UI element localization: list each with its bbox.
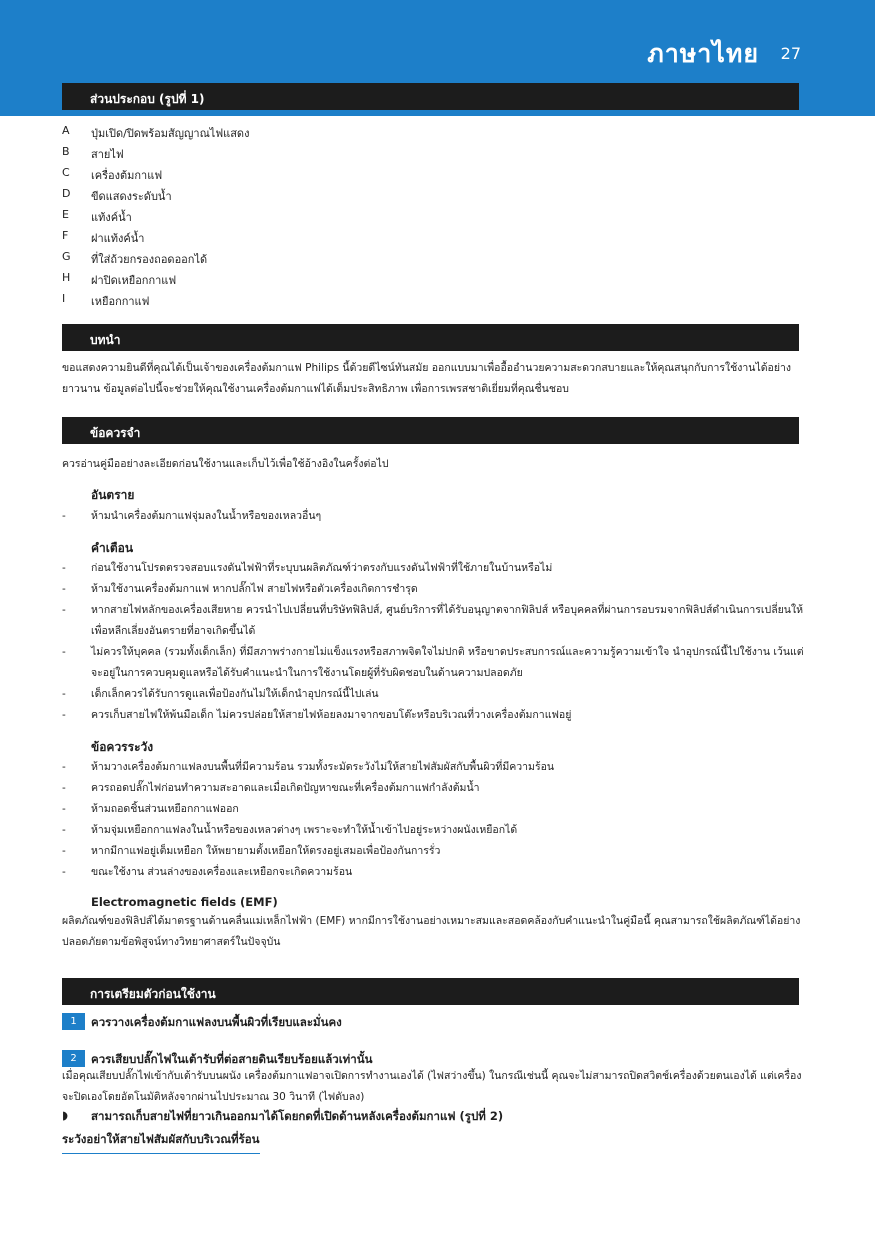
step-number: 1: [62, 1013, 85, 1030]
bullet-dash: -: [62, 583, 66, 595]
item-label: ฝาแท้งค์น้ำ: [91, 232, 145, 245]
important-heading: ข้อควรจำ: [62, 417, 799, 444]
bullet-dash: -: [62, 709, 66, 721]
list-item: [62, 778, 804, 799]
list-item: [62, 705, 804, 726]
bullet-dash: -: [62, 866, 66, 878]
language-title: ภาษาไทย: [647, 39, 759, 68]
list-item: [62, 600, 804, 642]
bullet-dash: -: [62, 688, 66, 700]
bullet-dash: -: [62, 562, 66, 574]
item-letter: H: [62, 271, 71, 284]
bullet-dash: -: [62, 782, 66, 794]
important-text: ควรอ่านคู่มืออย่างละเอียดก่อนใช้งานและเก็บไว้เพื่อใช้อ้างอิงในครั้งต่อไป: [62, 458, 389, 470]
intro-heading: บทนำ: [62, 324, 799, 351]
warning-heading: คำเตือน: [91, 541, 134, 555]
bullet-dash: -: [62, 845, 66, 857]
warning-item: หากสายไฟหลักของเครื่องเสียหาย ควรนำไปเปลี่ยนที่บริษัทฟิลิปส์, ศูนย์บริการที่ได้รับอนุญาตจากฟิลิปส์ หรือบุคคลที่ผ่านการอบรมจากฟิลิปส์ดำเนินการเปลี่ยนให้ เพื่อหลีกเลี่ยงอันตรายที่อาจเกิดขึ้นได้: [91, 604, 804, 637]
components-heading: ส่วนประกอบ (รูปที่ 1): [62, 83, 799, 110]
warning-item: ควรเก็บสายไฟให้พ้นมือเด็ก ไม่ควรปล่อยให้สายไฟห้อยลงมาจากขอบโต๊ะหรือบริเวณที่วางเครื่องต้มกาแฟอยู่: [91, 709, 572, 721]
list-item: [62, 820, 804, 841]
item-label: ปุ่มเปิด/ปิดพร้อมสัญญาณไฟแสดง: [91, 127, 250, 140]
warning-item: ไม่ควรให้บุคคล (รวมทั้งเด็กเล็ก) ที่มีสภาพร่างกายไม่แข็งแรงหรือสภาพจิตใจไม่ปกติ หรือขาดประสบการณ์และความรู้ความเข้าใจ นำอุปกรณ์นี้ไปใช้งาน เว้นแต่จะอยู่ในการควบคุมดูแลหรือได้รับคำแนะนำในการใช้งานโดยผู้ที่รับผิดชอบในด้านความปลอดภัย: [91, 646, 804, 679]
bullet-dash: -: [62, 803, 66, 815]
bullet-dash: -: [62, 761, 66, 773]
warning-item: ห้ามใช้งานเครื่องต้มกาแฟ หากปลั๊กไฟ สายไฟหรือตัวเครื่องเกิดการชำรุด: [91, 583, 418, 595]
caution-item: หากมีกาแฟอยู่เต็มเหยือก ให้พยายามตั้งเหยือกให้ตรงอยู่เสมอเพื่อป้องกันการรั่ว: [91, 845, 441, 857]
list-item: [62, 841, 804, 862]
caution-heading: ข้อควรระวัง: [91, 740, 154, 754]
step-2-body: เมื่อคุณเสียบปลั๊กไฟเข้ากับเต้ารับบนผนัง เครื่องต้มกาแฟอาจเปิดการทำงานเองได้ (ไฟสว่างขึ้น) ในกรณีเช่นนี้ คุณจะไม่สามารถปิดสวิตช์เครื่องด้วยตนเองได้ แต่เครื่องจะปิดเองโดยอัตโนมัติหลังจากผ่านไปประมาณ 30 วินาที (ไฟดับลง): [62, 1070, 802, 1103]
list-item: [62, 684, 804, 705]
item-label: ฝาปิดเหยือกกาแฟ: [91, 274, 177, 287]
list-item: [62, 558, 804, 579]
item-letter: I: [62, 292, 66, 305]
bullet-dash: -: [62, 646, 66, 658]
caution-item: ห้ามจุ่มเหยือกกาแฟลงในน้ำหรือของเหลวต่างๆ เพราะจะทำให้น้ำเข้าไปอยู่ระหว่างผนังเหยือกได้: [91, 824, 518, 836]
item-letter: C: [62, 166, 70, 179]
emf-text: ผลิตภัณฑ์ของฟิลิปส์ได้มาตรฐานด้านคลื่นแม่เหล็กไฟฟ้า (EMF) หากมีการใช้งานอย่างเหมาะสมและสอดคล้องกับคำแนะนำในคู่มือนี้ คุณสามารถใช้ผลิตภัณฑ์ได้อย่างปลอดภัยตามข้อพิสูจน์ทางวิทยาศาสตร์ในปัจจุบัน: [62, 915, 801, 948]
list-item: [62, 799, 804, 820]
intro-text: ขอแสดงความยินดีที่คุณได้เป็นเจ้าของเครื่องต้มกาแฟ Philips นี้ด้วยดีไซน์ทันสมัย ออกแบบมาเพื่ออื้ออำนวยความสะดวกสบายและให้คุณสนุกกับการใช้งานได้อย่างยาวนาน ข้อมูลต่อไปนี้จะช่วยให้คุณใช้งานเครื่องต้มกาแฟได้เต็มประสิทธิภาพ เพื่อการเพรสชาติเยี่ยมที่คุณชื่นชอบ: [62, 362, 792, 395]
step-number: 2: [62, 1050, 85, 1067]
item-label: สายไฟ: [91, 148, 124, 161]
caution-item: ควรถอดปลั๊กไฟก่อนทำความสะอาดและเมื่อเกิดปัญหาขณะที่เครื่องต้มกาแฟกำลังต้มน้ำ: [91, 782, 480, 794]
item-letter: B: [62, 145, 70, 158]
arrow-bullet-icon: ◗: [62, 1108, 69, 1122]
caution-item: ห้ามวางเครื่องต้มกาแฟลงบนพื้นที่มีความร้อน รวมทั้งระมัดระวังไม่ให้สายไฟสัมผัสกับพื้นผิวที่มีความร้อน: [91, 761, 555, 773]
item-label: เครื่องต้มกาแฟ: [91, 169, 163, 182]
danger-item: ห้ามนำเครื่องต้มกาแฟจุ่มลงในน้ำหรือของเหลวอื่นๆ: [91, 510, 322, 522]
page-number: 27: [780, 44, 801, 63]
danger-heading: อันตราย: [91, 488, 135, 502]
item-label: ที่ใส่ถ้วยกรองถอดออกได้: [91, 253, 208, 266]
bullet-dash: -: [62, 824, 66, 836]
warning-item: ก่อนใช้งานโปรดตรวจสอบแรงดันไฟฟ้าที่ระบุบนผลิตภัณฑ์ว่าตรงกับแรงดันไฟฟ้าที่ใช้ภายในบ้านหรือไม่: [91, 562, 553, 574]
caution-item: ห้ามถอดชิ้นส่วนเหยือกกาแฟออก: [91, 803, 239, 815]
caution-subheading: ระวังอย่าให้สายไฟสัมผัสกับบริเวณที่ร้อน: [62, 1131, 260, 1154]
bullet-dash: -: [62, 510, 66, 522]
before-use-heading: การเตรียมตัวก่อนใช้งาน: [62, 978, 799, 1005]
item-letter: A: [62, 124, 70, 137]
list-item: [62, 862, 804, 883]
bullet-dash: -: [62, 604, 66, 616]
list-item: [62, 642, 804, 684]
item-letter: F: [62, 229, 69, 242]
item-label: ขีดแสดงระดับน้ำ: [91, 190, 172, 203]
step-text: ควรวางเครื่องต้มกาแฟลงบนพื้นผิวที่เรียบและมั่นคง: [91, 1015, 342, 1029]
step-text: ควรเสียบปลั๊กไฟในเต้ารับที่ต่อสายดินเรียบร้อยแล้วเท่านั้น: [91, 1052, 373, 1066]
emf-heading: Electromagnetic fields (EMF): [91, 895, 278, 909]
list-item: [62, 579, 804, 600]
item-letter: E: [62, 208, 69, 221]
item-letter: G: [62, 250, 71, 263]
list-item: [62, 757, 804, 778]
note-text: สามารถเก็บสายไฟที่ยาวเกินออกมาได้โดยกดที่เปิดด้านหลังเครื่องต้มกาแฟ (รูปที่ 2): [91, 1109, 504, 1123]
list-item: [62, 506, 804, 527]
item-label: แท้งค์น้ำ: [91, 211, 132, 224]
warning-item: เด็กเล็กควรได้รับการดูแลเพื่อป้องกันไม่ให้เด็กนำอุปกรณ์นี้ไปเล่น: [91, 688, 379, 700]
caution-item: ขณะใช้งาน ส่วนล่างของเครื่องและเหยือกจะเกิดความร้อน: [91, 866, 353, 878]
item-letter: D: [62, 187, 71, 200]
item-label: เหยือกกาแฟ: [91, 295, 150, 308]
